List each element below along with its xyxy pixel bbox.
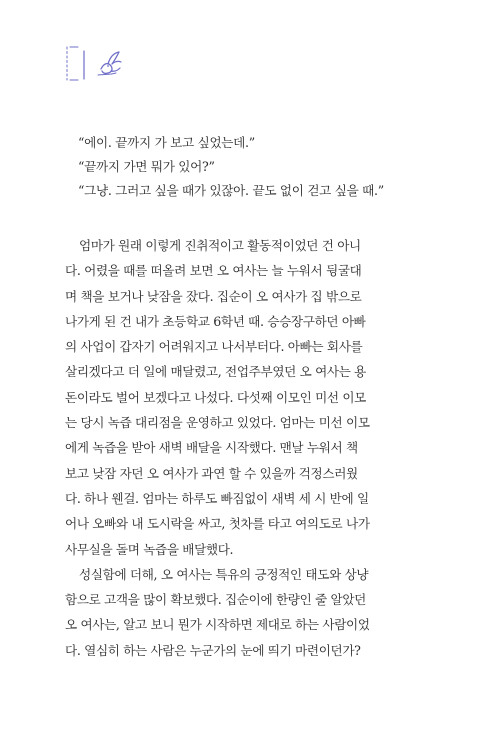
text-line: 함으로 고객을 많이 확보했다. 집순이에 한량인 줄 알았던 — [65, 592, 366, 608]
text-line: 는 당시 녹즙 대리점을 운영하고 있었다. 엄마는 미선 이모 — [65, 415, 370, 431]
text-line: 에게 녹즙을 받아 새벽 배달을 시작했다. 맨날 누워서 책 — [65, 440, 358, 456]
text-line: 다. 열심히 하는 사람은 누군가의 눈에 띄기 마련이던가? — [65, 642, 361, 658]
text-line: 돈이라도 벌어 보겠다고 나섰다. 다섯째 이모인 미선 이모 — [65, 389, 366, 405]
dialogue-line: “끝까지 가면 뭐가 있어?” — [78, 159, 215, 174]
text-line: 다. 하나 웬걸. 엄마는 하루도 빠짐없이 새벽 세 시 반에 일 — [65, 490, 369, 506]
text-line: 살리겠다고 더 일에 매달렸고, 전업주부였던 오 여사는 용 — [65, 364, 366, 380]
text-line: 어나 오빠와 내 도시락을 싸고, 첫차를 타고 여의도로 나가 — [65, 516, 370, 532]
text-line: 사무실을 돌며 녹즙을 배달했다. — [65, 541, 234, 557]
paragraph — [65, 562, 401, 663]
paragraph — [65, 233, 401, 562]
text-line: 보고 낮잠 자던 오 여사가 과연 할 수 있을까 걱정스러웠 — [65, 465, 358, 481]
bird-doodle-icon — [64, 44, 128, 84]
text-line: 오 여사는, 알고 보니 뭔가 시작하면 제대로 하는 사람이었 — [65, 617, 370, 633]
text-line: 며 책을 보거나 낮잠을 잤다. 집순이 오 여사가 집 밖으로 — [65, 288, 362, 304]
dialogue-block — [78, 131, 438, 203]
text-line: 성실함에 더해, 오 여사는 특유의 긍정적인 태도와 상냥 — [79, 566, 369, 582]
body-text — [65, 233, 401, 663]
dialogue-line: “그냥. 그러고 싶을 때가 있잖아. 끝도 없이 걷고 싶을 때.” — [78, 183, 384, 198]
text-line: 다. 어렸을 때를 떠올려 보면 오 여사는 늘 누워서 뒹굴대 — [65, 263, 362, 279]
text-line: 나가게 된 건 내가 초등학교 6학년 때. 승승장구하던 아빠 — [65, 313, 366, 329]
text-line: 의 사업이 갑자기 어려워지고 나서부터다. 아빠는 회사를 — [65, 339, 363, 355]
dialogue-line: “에이. 끝까지 가 보고 싶었는데.” — [78, 135, 255, 150]
text-line: 엄마가 원래 이렇게 진취적이고 활동적이었던 건 아니 — [79, 238, 361, 253]
